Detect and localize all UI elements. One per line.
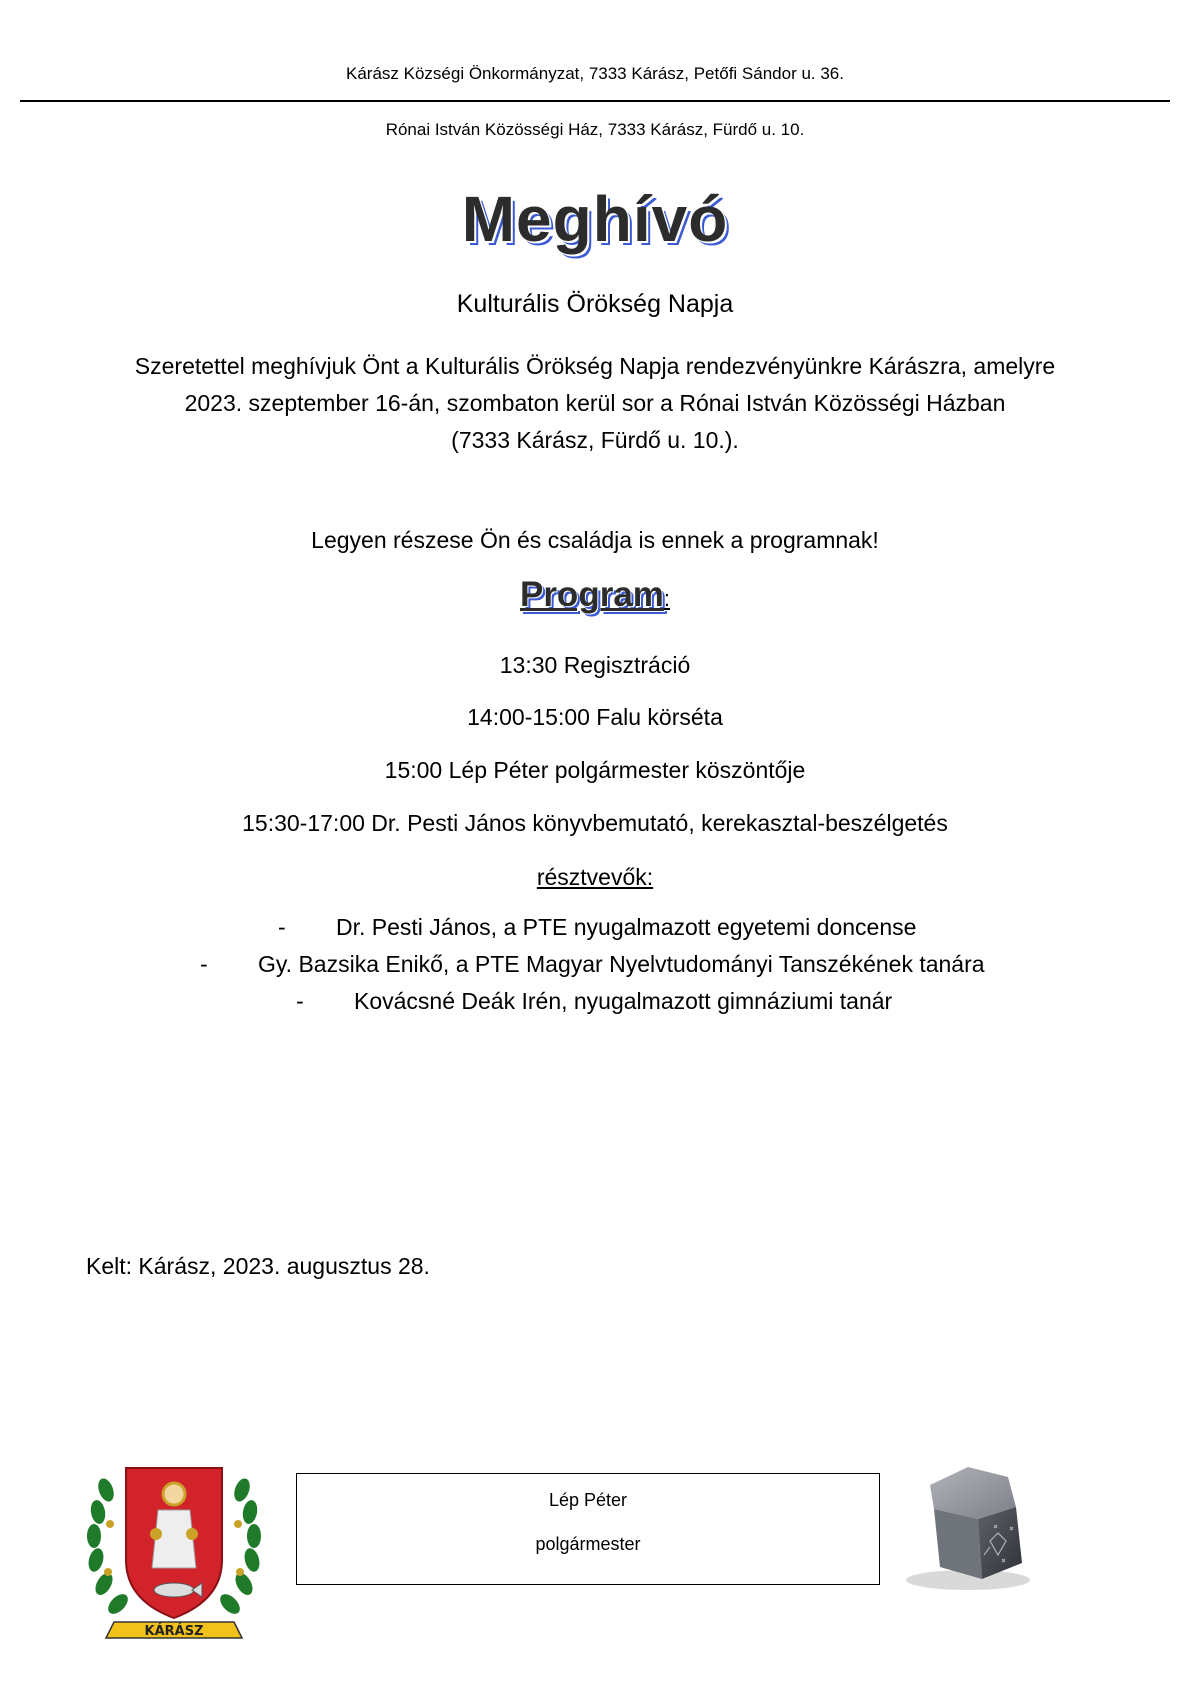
program-heading-colon: :	[663, 586, 671, 611]
intro-paragraph	[80, 348, 1110, 459]
program-item: 14:00-15:00 Falu körséta	[467, 704, 723, 730]
carved-stone-image	[898, 1455, 1043, 1595]
list-bullet: -	[278, 914, 286, 940]
page-title: Meghívó	[461, 183, 729, 255]
participant-item	[200, 951, 985, 978]
signature-name: Lép Péter	[548, 1490, 628, 1510]
header-divider	[20, 100, 1170, 102]
header-line-1: Kárász Községi Önkormányzat, 7333 Kárász, Petőfi Sándor u. 36.	[346, 64, 844, 83]
page-subtitle: Kulturális Örökség Napja	[456, 290, 734, 318]
program-item: 15:30-17:00 Dr. Pesti János könyvbemutató, kerekasztal-beszélgetés	[242, 810, 948, 836]
intro-line-2: 2023. szeptember 16-án, szombaton kerül sor a Rónai István Közösségi Házban	[184, 390, 1006, 416]
participant-text: Kovácsné Deák Irén, nyugalmazott gimnáziumi tanár	[354, 988, 893, 1014]
participants-label: résztvevők:	[536, 864, 654, 890]
program-item: 15:00 Lép Péter polgármester köszöntője	[384, 757, 806, 783]
intro-line-3: (7333 Kárász, Fürdő u. 10.).	[451, 427, 739, 453]
program-item: 13:30 Regisztráció	[499, 652, 691, 678]
participant-text: Dr. Pesti János, a PTE nyugalmazott egyetemi doncense	[336, 914, 917, 940]
participant-text: Gy. Bazsika Enikő, a PTE Magyar Nyelvtudományi Tanszékének tanára	[258, 951, 985, 977]
program-heading	[0, 575, 1190, 615]
participant-item	[296, 988, 892, 1015]
list-bullet: -	[200, 951, 208, 977]
participant-item	[278, 914, 916, 941]
intro-line-1: Szeretettel meghívjuk Önt a Kulturális Örökség Napja rendezvényünkre Kárászra, amelyre	[134, 353, 1056, 379]
signature-box	[296, 1473, 880, 1585]
list-bullet: -	[296, 988, 304, 1014]
program-heading-text: Program	[519, 575, 664, 614]
signature-title: polgármester	[535, 1534, 641, 1554]
coat-banner-text: KÁRÁSZ	[144, 1624, 204, 1639]
invite-sentence: Legyen részese Ön és családja is ennek a programnak!	[311, 527, 879, 553]
dateline: Kelt: Kárász, 2023. augusztus 28.	[86, 1253, 430, 1279]
coat-of-arms-logo	[84, 1450, 264, 1650]
header-line-2: Rónai István Közösségi Ház, 7333 Kárász, Fürdő u. 10.	[385, 120, 805, 139]
